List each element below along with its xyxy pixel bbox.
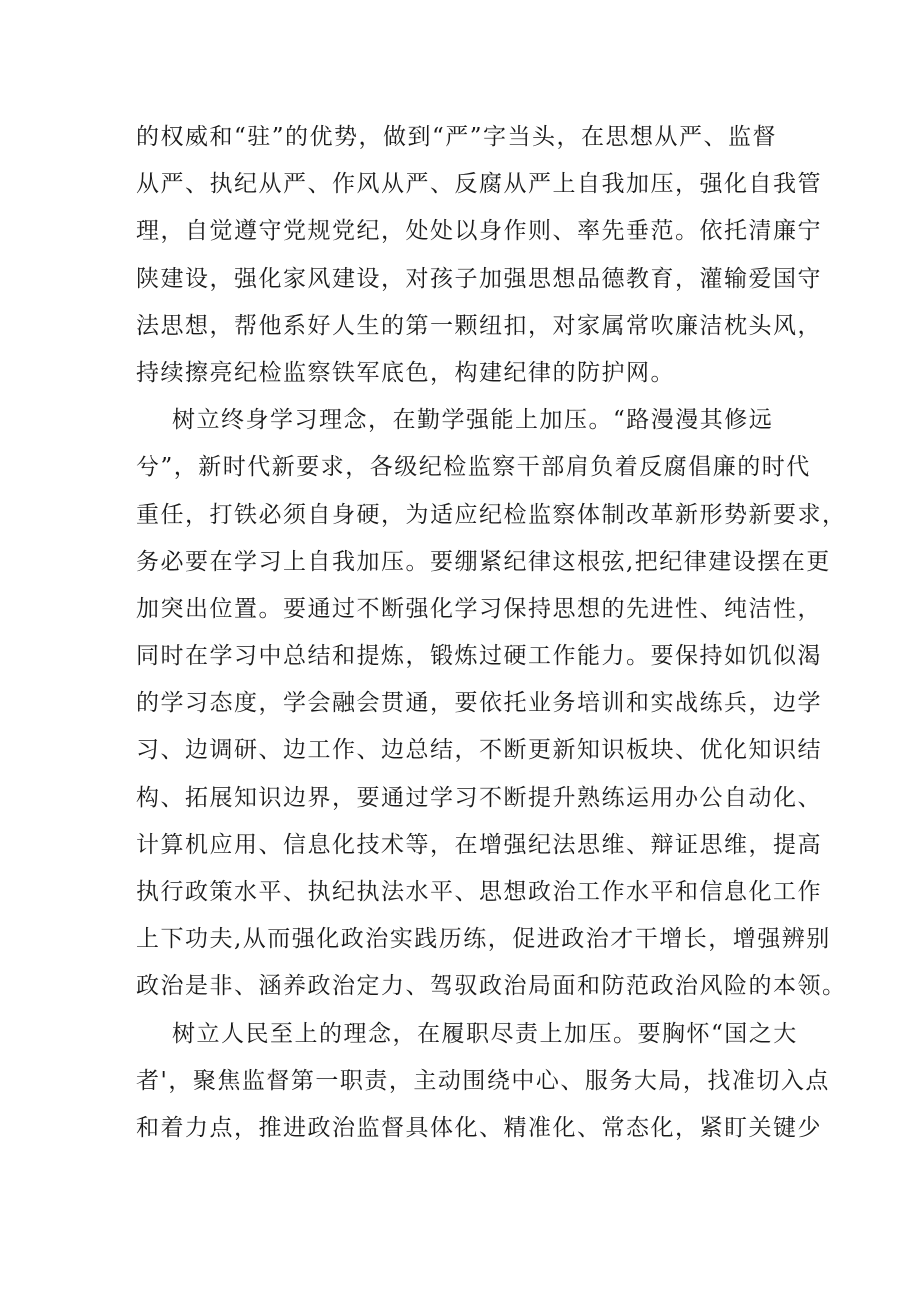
text-line: 法思想，帮他系好人生的第一颗纽扣，对家属常吹廉洁枕头风， bbox=[136, 312, 822, 339]
text-line: 重任，打铁必须自身硬，为适应纪检监察体制改革新形势新要求， bbox=[136, 501, 847, 528]
text-line: 上下功夫,从而强化政治实践历练，促进政治才干增长，增强辨别 bbox=[136, 926, 831, 953]
text-line: 同时在学习中总结和提炼，锻炼过硬工作能力。要保持如饥似渴 bbox=[136, 643, 822, 670]
text-line: 的学习态度，学会融会贯通，要依托业务培训和实战练兵，边学 bbox=[136, 690, 822, 717]
text-line: 陕建设，强化家风建设，对孩子加强思想品德教育，灌输爱国守 bbox=[136, 265, 822, 292]
text-line: 构、拓展知识边界，要通过学习不断提升熟练运用办公自动化、 bbox=[136, 784, 822, 811]
text-line: 加突出位置。要通过不断强化学习保持思想的先进性、纯洁性， bbox=[136, 595, 822, 622]
text-line: 者'，聚焦监督第一职责，主动围绕中心、服务大局，找准切入点 bbox=[136, 1067, 830, 1094]
paragraph-first-line: 树立终身学习理念，在勤学强能上加压。“路漫漫其修远 bbox=[172, 407, 774, 434]
text-line: 兮”，新时代新要求，各级纪检监察干部肩负着反腐倡廉的时代 bbox=[136, 454, 811, 481]
text-line: 计算机应用、信息化技术等，在增强纪法思维、辩证思维，提高 bbox=[136, 831, 822, 858]
text-line: 政治是非、涵养政治定力、驾驭政治局面和防范政治风险的本领。 bbox=[136, 973, 847, 1000]
document-body bbox=[136, 114, 847, 1152]
paragraph-first-line: 树立人民至上的理念，在履职尽责上加压。要胸怀“国之大 bbox=[172, 1020, 798, 1047]
text-line: 理，自觉遵守党规党纪，处处以身作则、率先垂范。依托清廉宁 bbox=[136, 218, 822, 245]
text-line: 习、边调研、边工作、边总结，不断更新知识板块、优化知识结 bbox=[136, 737, 822, 764]
text-line: 执行政策水平、执纪执法水平、思想政治工作水平和信息化工作 bbox=[136, 879, 822, 905]
text-line: 务必要在学习上自我加压。要绷紧纪律这根弦,把纪律建设摆在更 bbox=[136, 548, 831, 575]
text-line: 和着力点，推进政治监督具体化、精准化、常态化，紧盯关键少 bbox=[136, 1114, 822, 1141]
text-line: 持续擦亮纪检监察铁军底色，构建纪律的防护网。 bbox=[136, 359, 675, 386]
text-line: 的权威和“驻”的优势，做到“严”字当头，在思想从严、监督 bbox=[136, 124, 778, 150]
text-line: 从严、执纪从严、作风从严、反腐从严上自我加压，强化自我管 bbox=[136, 171, 822, 198]
